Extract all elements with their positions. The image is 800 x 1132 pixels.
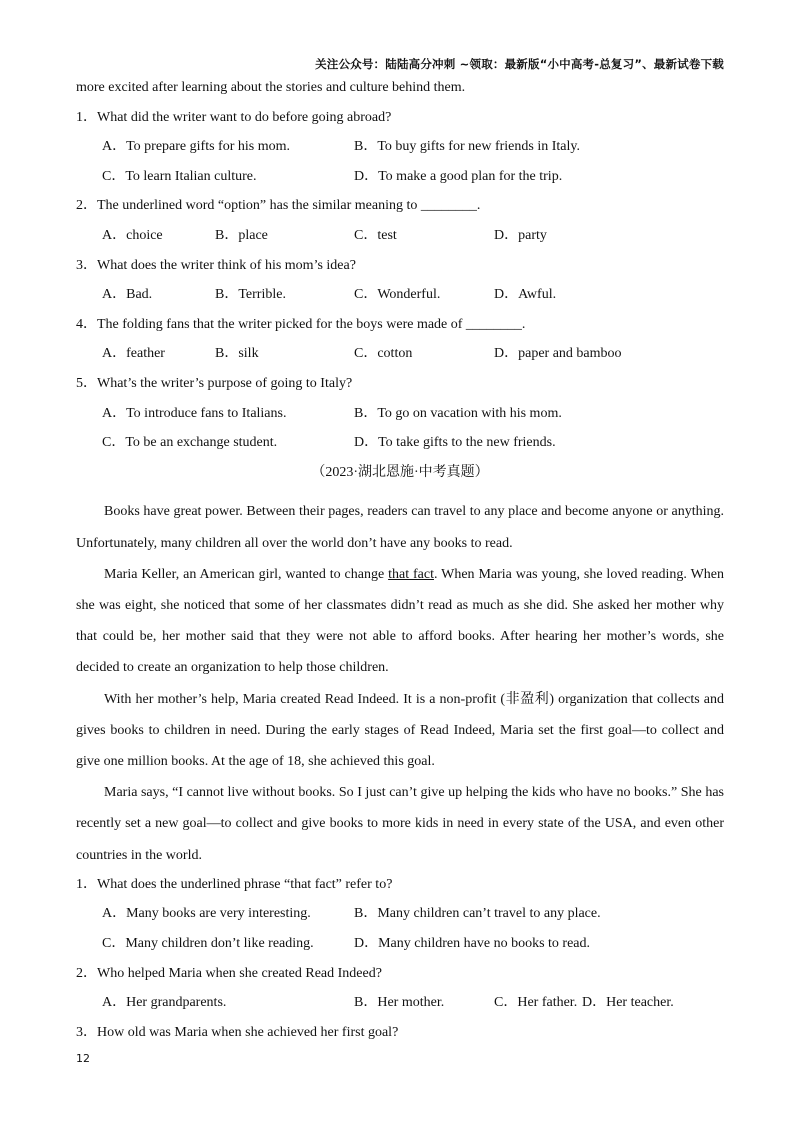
s1-q2-option-d: D．party	[494, 227, 547, 243]
s2-q2-option-c: C．Her father.	[494, 995, 578, 1011]
s2-q2-option-a: A．Her grandparents.	[102, 995, 227, 1011]
s1-q1-option-a: A．To prepare gifts for his mom.	[102, 139, 290, 155]
s2-q1-option-a: A．Many books are very interesting.	[102, 906, 311, 922]
s1-q4-options	[76, 344, 724, 374]
s2-q3-stem: 3．How old was Maria when she achieved her first goal?	[76, 1024, 399, 1040]
s2-q1-stem: 1．What does the underlined phrase “that fact” refer to?	[76, 876, 393, 892]
page-header: 关注公众号：陆陆高分冲刺 ~领取：最新版“小中高考-总复习”、最新试卷下载	[315, 57, 724, 71]
s1-q3-option-c: C．Wonderful.	[354, 287, 441, 303]
passage-paragraph-4: Maria says, “I cannot live without books. So I just can’t give up helping the kids who have no books.” She has recently set a new goal—to collect and give books to more kids in need in every state of the USA, and even other countries in the world.	[76, 785, 724, 863]
s1-q5-stem: 5．What’s the writer’s purpose of going to Italy?	[76, 375, 353, 391]
s2-q1-option-c: C．Many children don’t like reading.	[102, 935, 314, 951]
s1-q2-stem: 2．The underlined word “option” has the similar meaning to ________.	[76, 198, 481, 214]
s1-q5-options-row2	[76, 433, 724, 463]
s1-q2-option-c: C．test	[354, 227, 397, 243]
s1-q4-option-a: A．feather	[102, 346, 165, 362]
s1-q3-options	[76, 285, 724, 315]
p2-text-before: Maria Keller, an American girl, wanted to change	[104, 566, 389, 582]
s1-q2-option-b: B．place	[215, 227, 268, 243]
s1-q4-option-d: D．paper and bamboo	[494, 346, 622, 362]
passage-paragraph-1: Books have great power. Between their pages, readers can travel to any place and become anyone or anything. Unfortunately, many children all over the world don’t have any books to read.	[76, 504, 724, 551]
s1-q5-option-d: D．To take gifts to the new friends.	[354, 435, 556, 451]
s1-q4-option-b: B．silk	[215, 346, 259, 362]
p2-underlined-phrase: that fact	[388, 566, 434, 582]
passage-paragraph-3: With her mother’s help, Maria created Read Indeed. It is a non-profit (非盈利) organization that collects and gives books to children in need. During the early stages of Read Indeed, Maria set the first goal—to collect and give one million books. At the age of 18, she achieved this goal.	[76, 691, 724, 769]
s1-q1-stem: 1．What did the writer want to do before going abroad?	[76, 109, 392, 125]
s2-q2-stem: 2．Who helped Maria when she created Read Indeed?	[76, 965, 382, 981]
s1-q1-options-row1	[76, 137, 724, 167]
s2-q1-options-row2	[76, 934, 724, 964]
s1-q3-option-a: A．Bad.	[102, 287, 153, 303]
s1-q5-option-a: A．To introduce fans to Italians.	[102, 405, 287, 421]
s1-q2-option-a: A．choice	[102, 227, 163, 243]
s2-q2-options	[76, 993, 724, 1023]
s1-q4-stem: 4．The folding fans that the writer picked for the boys were made of ________.	[76, 316, 526, 332]
s2-q2-option-d: D．Her teacher.	[582, 995, 674, 1011]
s1-q1-option-c: C．To learn Italian culture.	[102, 168, 257, 184]
s1-q3-option-b: B．Terrible.	[215, 287, 286, 303]
s2-q1-options-row1	[76, 904, 724, 934]
s1-q1-option-d: D．To make a good plan for the trip.	[354, 168, 563, 184]
s1-q3-stem: 3．What does the writer think of his mom’s idea?	[76, 257, 356, 273]
s2-q1-option-b: B．Many children can’t travel to any place.	[354, 906, 601, 922]
passage-paragraph-2	[76, 559, 724, 684]
page-content	[76, 78, 724, 1052]
passage-source: （2023·湖北恩施·中考真题）	[311, 464, 489, 480]
s1-q5-option-b: B．To go on vacation with his mom.	[354, 405, 562, 421]
s2-q1-option-d: D．Many children have no books to read.	[354, 935, 590, 951]
s1-q1-option-b: B．To buy gifts for new friends in Italy.	[354, 139, 580, 155]
s1-q2-options	[76, 226, 724, 256]
s1-q5-options-row1	[76, 404, 724, 434]
intro-tail-text: more excited after learning about the stories and culture behind them.	[76, 80, 466, 95]
p2-text-after: . When Maria was young, she loved reading. When she was eight, she noticed that some of her classmates didn’t read as much as she did. She asked her mother why that could be, her mother said that they were not able to afford books. After hearing her mother’s words, she decided to create an organization to help those children.	[76, 566, 724, 676]
s2-q2-option-b: B．Her mother.	[354, 995, 445, 1011]
page-number: 12	[76, 1052, 90, 1065]
s1-q5-option-c: C．To be an exchange student.	[102, 435, 278, 451]
s1-q4-option-c: C．cotton	[354, 346, 413, 362]
s1-q1-options-row2	[76, 167, 724, 197]
s1-q3-option-d: D．Awful.	[494, 287, 557, 303]
